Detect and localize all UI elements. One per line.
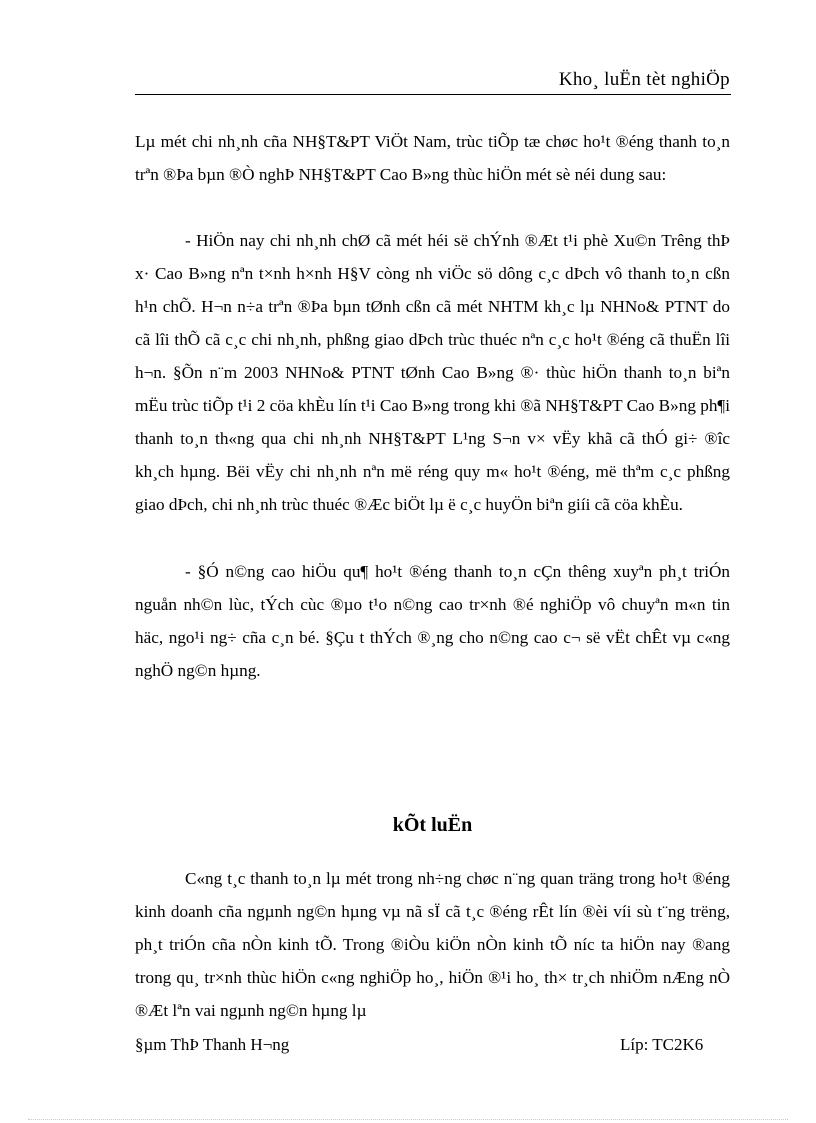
footer-author: §µm ThÞ Thanh H¬ng: [135, 1035, 290, 1054]
body-paragraph-human-resources: - §Ó n©ng cao hiÖu qu¶ ho¹t ®éng thanh to¸n cÇn thêng xuyªn ph¸t triÓn nguån nh©n lùc, tÝch cùc ®µo t¹o n©ng cao tr×nh ®é nghiÖp vô chuyªn m«n tin häc, ngo¹i ng÷ cña c¸n bé. §Çu t thÝch ®¸ng cho n©ng cao c¬ së vËt chÊt vµ c«ng nghÖ ng©n hµng.: [135, 562, 730, 680]
page-header-title: Kho¸ luËn tèt nghiÖp: [558, 69, 730, 90]
header-divider: [135, 94, 731, 95]
body-paragraph-intro: Lµ mét chi nh¸nh cña NH§T&PT ViÖt Nam, trùc tiÕp tæ chøc ho¹t ®éng thanh to¸n trªn ®Þa bµn ®Ò nghÞ NH§T&PT Cao B»ng thùc hiÖn mét sè néi dung sau:: [135, 132, 730, 184]
body-paragraph-branch-network: - HiÖn nay chi nh¸nh chØ cã mét héi së chÝnh ®Æt t¹i phè Xu©n Trêng thÞ x· Cao B»ng nªn t×nh h×nh H§V còng nh viÖc sö dông c¸c dÞch vô thanh to¸n cßn h¹n chÕ. H¬n n÷a trªn ®Þa bµn tØnh cßn cã mét NHTM kh¸c lµ NHNo& PTNT do cã lîi thÕ cã c¸c chi nh¸nh, phßng giao dÞch trùc thuéc nªn c¸c ho¹t ®éng cã thuËn lîi h¬n. §Õn n¨m 2003 NHNo& PTNT tØnh Cao B»ng ®· thùc hiÖn thanh to¸n biªn mËu trùc tiÕp t¹i 2 cöa khÈu lín t¹i Cao B»ng trong khi ®ã NH§T&PT Cao B»ng ph¶i thanh to¸n th«ng qua chi nh¸nh NH§T&PT L¹ng S¬n v× vËy khã cã thÓ gi÷ ®îc kh¸ch hµng. Bëi vËy chi nh¸nh nªn më réng quy m« ho¹t ®éng, më thªm c¸c phßng giao dÞch, chi nh¸nh trùc thuéc ®Æc biÖt lµ ë c¸c huyÖn biªn giíi cã cöa khÈu.: [135, 231, 730, 514]
footer-class: Líp: TC2K6: [620, 1035, 704, 1054]
conclusion-heading: kÕt luËn: [392, 814, 473, 836]
conclusion-paragraph: C«ng t¸c thanh to¸n lµ mét trong nh÷ng chøc n¨ng quan träng trong ho¹t ®éng kinh doanh cña ngµnh ng©n hµng vµ nã sÏ cã t¸c ®éng rÊt lín ®èi víi sù t¨ng trëng, ph¸t triÓn cña nÒn kinh tÕ. Trong ®iÒu kiÖn nÒn kinh tÕ níc ta hiÖn nay ®ang trong qu¸ tr×nh thùc hiÖn c«ng nghiÖp ho¸, hiÖn ®¹i ho¸ th× tr¸ch nhiÖm nÆng nÒ ®Æt lªn vai ngµnh ng©n hµng lµ: [135, 869, 730, 1020]
page-bottom-border: [28, 1119, 788, 1120]
